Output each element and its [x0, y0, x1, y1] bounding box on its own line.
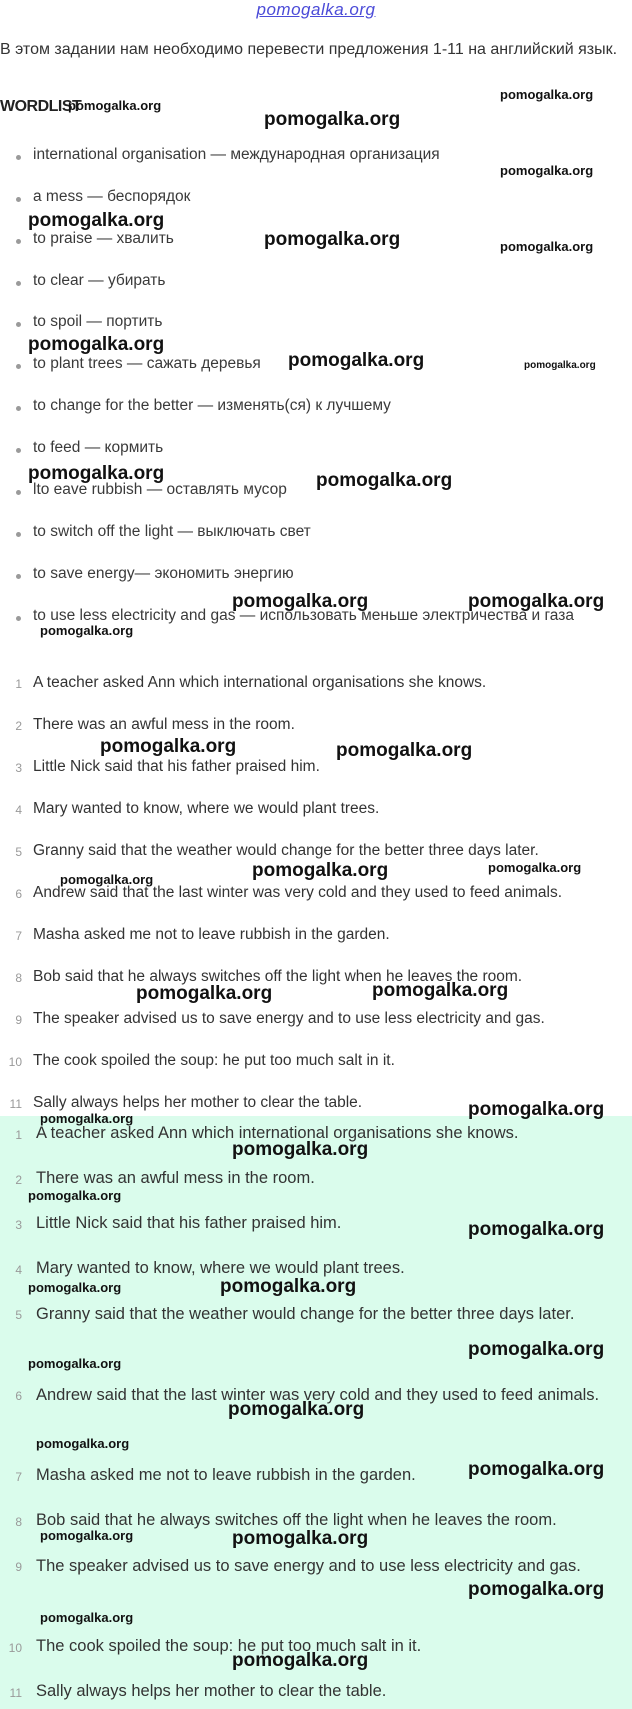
sentence-number: 9 [15, 1013, 22, 1027]
watermark: pomogalka.org [488, 860, 582, 875]
wordlist-item: to spoil — портить [33, 313, 163, 330]
watermark: pomogalka.org [28, 1280, 122, 1295]
watermark: pomogalka.org [264, 229, 401, 250]
watermark: pomogalka.org [28, 463, 165, 484]
watermark: pomogalka.org [468, 1339, 605, 1360]
sentence-number: 3 [15, 761, 22, 775]
watermark: pomogalka.org [28, 1188, 122, 1203]
watermark: pomogalka.org [468, 1579, 605, 1600]
bullet-icon [16, 448, 21, 453]
watermark: pomogalka.org [40, 1528, 134, 1543]
wordlist-item: international organisation — международная организация [33, 146, 440, 163]
watermark: pomogalka.org [252, 860, 389, 881]
answer-number: 7 [15, 1470, 22, 1484]
watermark: pomogalka.org [40, 1111, 134, 1126]
wordlist-item: to switch off the light — выключать свет [33, 523, 311, 540]
sentence-text: There was an awful mess in the room. [33, 716, 295, 733]
watermark: pomogalka.org [288, 350, 425, 371]
answer-number: 5 [15, 1308, 22, 1322]
sentence-number: 11 [9, 1097, 22, 1111]
sentence-number: 2 [15, 719, 22, 733]
watermark: pomogalka.org [232, 1139, 369, 1160]
watermark: pomogalka.org [372, 980, 509, 1001]
watermark: pomogalka.org [28, 1356, 122, 1371]
watermark: pomogalka.org [60, 872, 154, 887]
sentence-text: Granny said that the weather would change for the better three days later. [33, 842, 539, 859]
watermark: pomogalka.org [40, 623, 134, 638]
answer-number: 8 [15, 1515, 22, 1529]
watermark: pomogalka.org [316, 470, 453, 491]
watermark: pomogalka.org [220, 1276, 357, 1297]
sentence-text: The speaker advised us to save energy and to use less electricity and gas. [33, 1010, 545, 1027]
wordlist-item: to use less electricity and gas — использовать меньше электричества и газа [33, 607, 574, 624]
wordlist-item: to clear — убирать [33, 272, 166, 289]
wordlist-item: to change for the better — изменять(ся) к лучшему [33, 397, 391, 414]
watermark: pomogalka.org [136, 983, 273, 1004]
answer-number: 2 [15, 1173, 22, 1187]
answer-number: 6 [15, 1389, 22, 1403]
answer-number: 11 [9, 1686, 22, 1700]
sentence-text: Mary wanted to know, where we would plant trees. [33, 800, 380, 817]
answer-number: 4 [15, 1263, 22, 1277]
watermark: pomogalka.org [468, 591, 605, 612]
watermark: pomogalka.org [28, 334, 165, 355]
watermark: pomogalka.org [232, 1528, 369, 1549]
sentence-number: 4 [15, 803, 22, 817]
bullet-icon [16, 197, 21, 202]
answer-text: Little Nick said that his father praised him. [36, 1214, 342, 1232]
sentence-number: 6 [15, 887, 22, 901]
answer-text: Andrew said that the last winter was very cold and they used to feed animals. [36, 1386, 600, 1404]
answer-number: 9 [15, 1560, 22, 1574]
sentence-text: Andrew said that the last winter was very cold and they used to feed animals. [33, 884, 563, 901]
watermark: pomogalka.org [524, 360, 596, 371]
sentence-text: Bob said that he always switches off the light when he leaves the room. [33, 968, 523, 985]
sentence-text: Masha asked me not to leave rubbish in the garden. [33, 926, 390, 943]
answer-number: 1 [15, 1128, 22, 1142]
watermark: pomogalka.org [36, 1436, 130, 1451]
watermark: pomogalka.org [28, 210, 165, 231]
watermark: pomogalka.org [100, 736, 237, 757]
sentence-text: Sally always helps her mother to clear the table. [33, 1094, 363, 1111]
bullet-icon [16, 364, 21, 369]
watermark: pomogalka.org [68, 98, 162, 113]
sentence-text: Little Nick said that his father praised him. [33, 758, 320, 775]
watermark: pomogalka.org [468, 1099, 605, 1120]
watermark: pomogalka.org [336, 740, 473, 761]
intro-text: В этом задании нам необходимо перевести предложения 1-11 на английский язык. [0, 41, 618, 58]
bullet-icon [16, 574, 21, 579]
answer-text: A teacher asked Ann which international organisations she knows. [36, 1124, 519, 1142]
answer-text: Mary wanted to know, where we would plant trees. [36, 1259, 405, 1277]
watermark: pomogalka.org [228, 1399, 365, 1420]
answer-number: 3 [15, 1218, 22, 1232]
sentence-number: 1 [15, 677, 22, 691]
sentence-number: 7 [15, 929, 22, 943]
bullet-icon [16, 322, 21, 327]
watermark: pomogalka.org [500, 163, 594, 178]
answer-text: The cook spoiled the soup: he put too much salt in it. [36, 1637, 422, 1655]
wordlist-item: to praise — хвалить [33, 230, 174, 247]
answer-text: There was an awful mess in the room. [36, 1169, 315, 1187]
wordlist-title: WORDLIST [0, 98, 82, 115]
bullet-icon [16, 281, 21, 286]
wordlist-item: lto eave rubbish — оставлять мусор [33, 481, 287, 498]
wordlist-item: to save energy— экономить энергию [33, 565, 294, 582]
sentence-number: 10 [8, 1055, 22, 1069]
wordlist-item: to feed — кормить [33, 439, 164, 456]
bullet-icon [16, 532, 21, 537]
wordlist-item: to plant trees — сажать деревья [33, 355, 261, 372]
bullet-icon [16, 155, 21, 160]
watermark: pomogalka.org [40, 1610, 134, 1625]
sentence-number: 8 [15, 971, 22, 985]
watermark: pomogalka.org [468, 1219, 605, 1240]
watermark: pomogalka.org [500, 87, 594, 102]
answer-text: The speaker advised us to save energy and to use less electricity and gas. [36, 1557, 581, 1575]
bullet-icon [16, 490, 21, 495]
bullet-icon [16, 616, 21, 621]
sentence-text: A teacher asked Ann which international organisations she knows. [33, 674, 487, 691]
answer-text: Granny said that the weather would change for the better three days later. [36, 1305, 575, 1323]
answer-text: Sally always helps her mother to clear the table. [36, 1682, 387, 1700]
bullet-icon [16, 239, 21, 244]
answer-number: 10 [8, 1641, 22, 1655]
watermark: pomogalka.org [500, 239, 594, 254]
sentence-text: The cook spoiled the soup: he put too much salt in it. [33, 1052, 395, 1069]
watermark: pomogalka.org [232, 591, 369, 612]
bullet-icon [16, 406, 21, 411]
watermark: pomogalka.org [232, 1650, 369, 1671]
site-logo[interactable]: pomogalka.org [256, 0, 376, 19]
answer-text: Masha asked me not to leave rubbish in the garden. [36, 1466, 416, 1484]
answer-text: Bob said that he always switches off the light when he leaves the room. [36, 1511, 557, 1529]
watermark: pomogalka.org [264, 109, 401, 130]
wordlist-item: a mess — беспорядок [33, 188, 191, 205]
sentence-number: 5 [15, 845, 22, 859]
watermark: pomogalka.org [468, 1459, 605, 1480]
